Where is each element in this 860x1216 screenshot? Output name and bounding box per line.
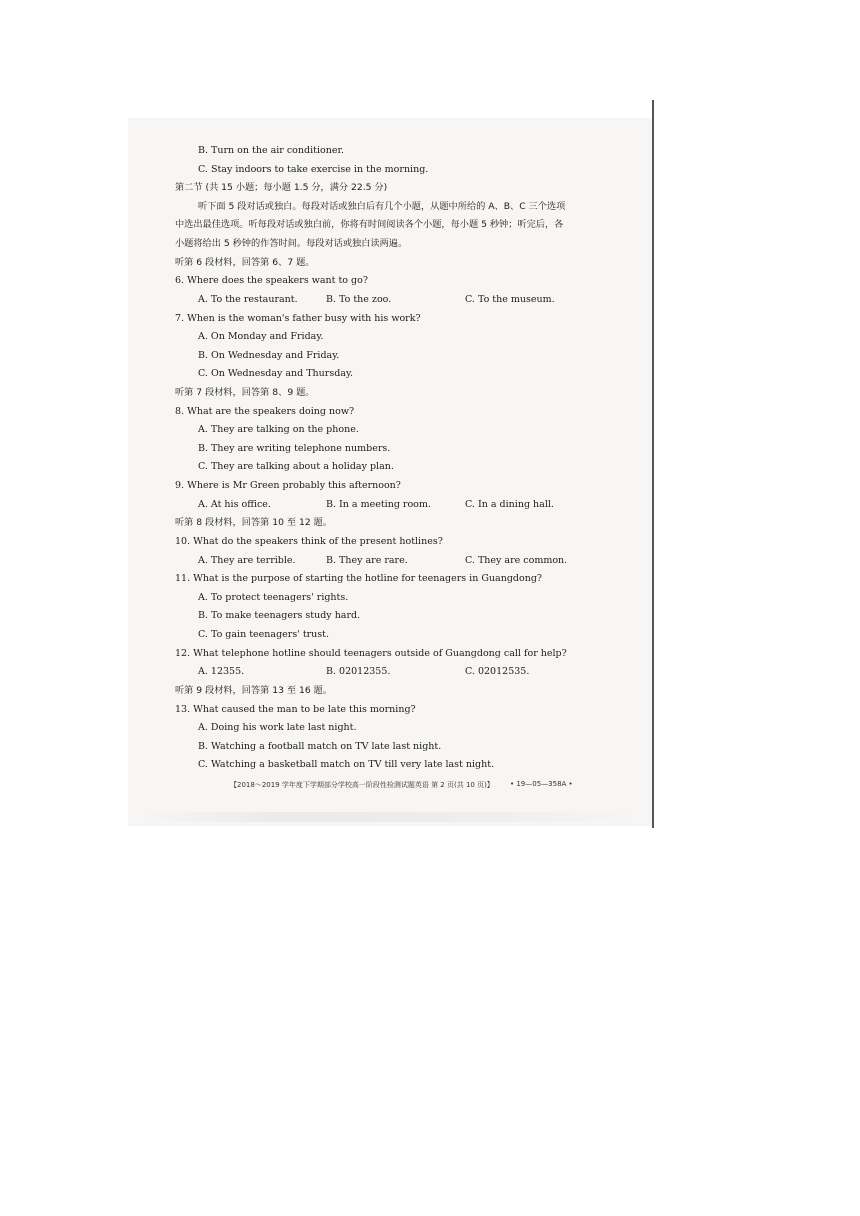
q6-option-b: B. To the zoo. bbox=[326, 294, 392, 305]
footer-code: • 19—05—358A • bbox=[510, 780, 573, 788]
q7-option-b: B. On Wednesday and Friday. bbox=[198, 350, 340, 361]
section2-header: 第二节 (共 15 小题；每小题 1.5 分，满分 22.5 分) bbox=[175, 182, 388, 193]
q5-option-c: C. Stay indoors to take exercise in the morning. bbox=[198, 164, 429, 175]
q6-stem: 6. Where does the speakers want to go? bbox=[175, 275, 368, 286]
q7-option-c: C. On Wednesday and Thursday. bbox=[198, 368, 354, 379]
footer-text: 【2018～2019 学年度下学期部分学校高一阶段性检测试题英语 第 2 页(共 10 页)】 bbox=[230, 781, 494, 789]
q10-option-a: A. They are terrible. bbox=[198, 555, 296, 566]
q12-option-c: C. 02012535. bbox=[465, 666, 530, 677]
q11-stem: 11. What is the purpose of starting the hotline for teenagers in Guangdong? bbox=[175, 573, 543, 584]
q9-stem: 9. Where is Mr Green probably this afternoon? bbox=[175, 480, 401, 491]
q13-option-a: A. Doing his work late last night. bbox=[198, 722, 357, 733]
q11-option-b: B. To make teenagers study hard. bbox=[198, 610, 361, 621]
section2-instruction-1: 听下面 5 段对话或独白。每段对话或独白后有几个小题，从题中所给的 A、B、C 三个选项 bbox=[198, 201, 566, 212]
q7-option-a: A. On Monday and Friday. bbox=[198, 331, 324, 342]
q11-option-a: A. To protect teenagers' rights. bbox=[198, 592, 349, 603]
q7-stem: 7. When is the woman's father busy with his work? bbox=[175, 313, 421, 324]
q8-option-c: C. They are talking about a holiday plan. bbox=[198, 461, 394, 472]
q10-option-c: C. They are common. bbox=[465, 555, 568, 566]
material6-heading: 听第 6 段材料，回答第 6、7 题。 bbox=[175, 257, 315, 268]
material8-heading: 听第 8 段材料，回答第 10 至 12 题。 bbox=[175, 517, 332, 528]
q8-option-b: B. They are writing telephone numbers. bbox=[198, 443, 391, 454]
q12-option-a: A. 12355. bbox=[198, 666, 245, 677]
q9-option-b: B. In a meeting room. bbox=[326, 499, 431, 510]
q12-stem: 12. What telephone hotline should teenagers outside of Guangdong call for help? bbox=[175, 648, 567, 659]
q13-option-b: B. Watching a football match on TV late last night. bbox=[198, 741, 442, 752]
section2-instruction-3: 小题将给出 5 秒钟的作答时间。每段对话或独白读两遍。 bbox=[175, 238, 408, 249]
q8-option-a: A. They are talking on the phone. bbox=[198, 424, 359, 435]
q10-option-b: B. They are rare. bbox=[326, 555, 408, 566]
page-footer bbox=[230, 780, 610, 790]
q10-stem: 10. What do the speakers think of the present hotlines? bbox=[175, 536, 443, 547]
q6-option-a: A. To the restaurant. bbox=[198, 294, 298, 305]
q13-stem: 13. What caused the man to be late this morning? bbox=[175, 704, 416, 715]
material9-heading: 听第 9 段材料，回答第 13 至 16 题。 bbox=[175, 685, 332, 696]
section2-instruction-2: 中选出最佳选项。听每段对话或独白前，你将有时间阅读各个小题，每小题 5 秒钟；听完后，各 bbox=[175, 219, 564, 230]
q6-option-c: C. To the museum. bbox=[465, 294, 555, 305]
material7-heading: 听第 7 段材料，回答第 8、9 题。 bbox=[175, 387, 315, 398]
q12-option-b: B. 02012355. bbox=[326, 666, 391, 677]
q5-option-b: B. Turn on the air conditioner. bbox=[198, 145, 344, 156]
q8-stem: 8. What are the speakers doing now? bbox=[175, 406, 355, 417]
q9-option-a: A. At his office. bbox=[198, 499, 271, 510]
q13-option-c: C. Watching a basketball match on TV till very late last night. bbox=[198, 759, 495, 770]
q9-option-c: C. In a dining hall. bbox=[465, 499, 554, 510]
q11-option-c: C. To gain teenagers' trust. bbox=[198, 629, 330, 640]
